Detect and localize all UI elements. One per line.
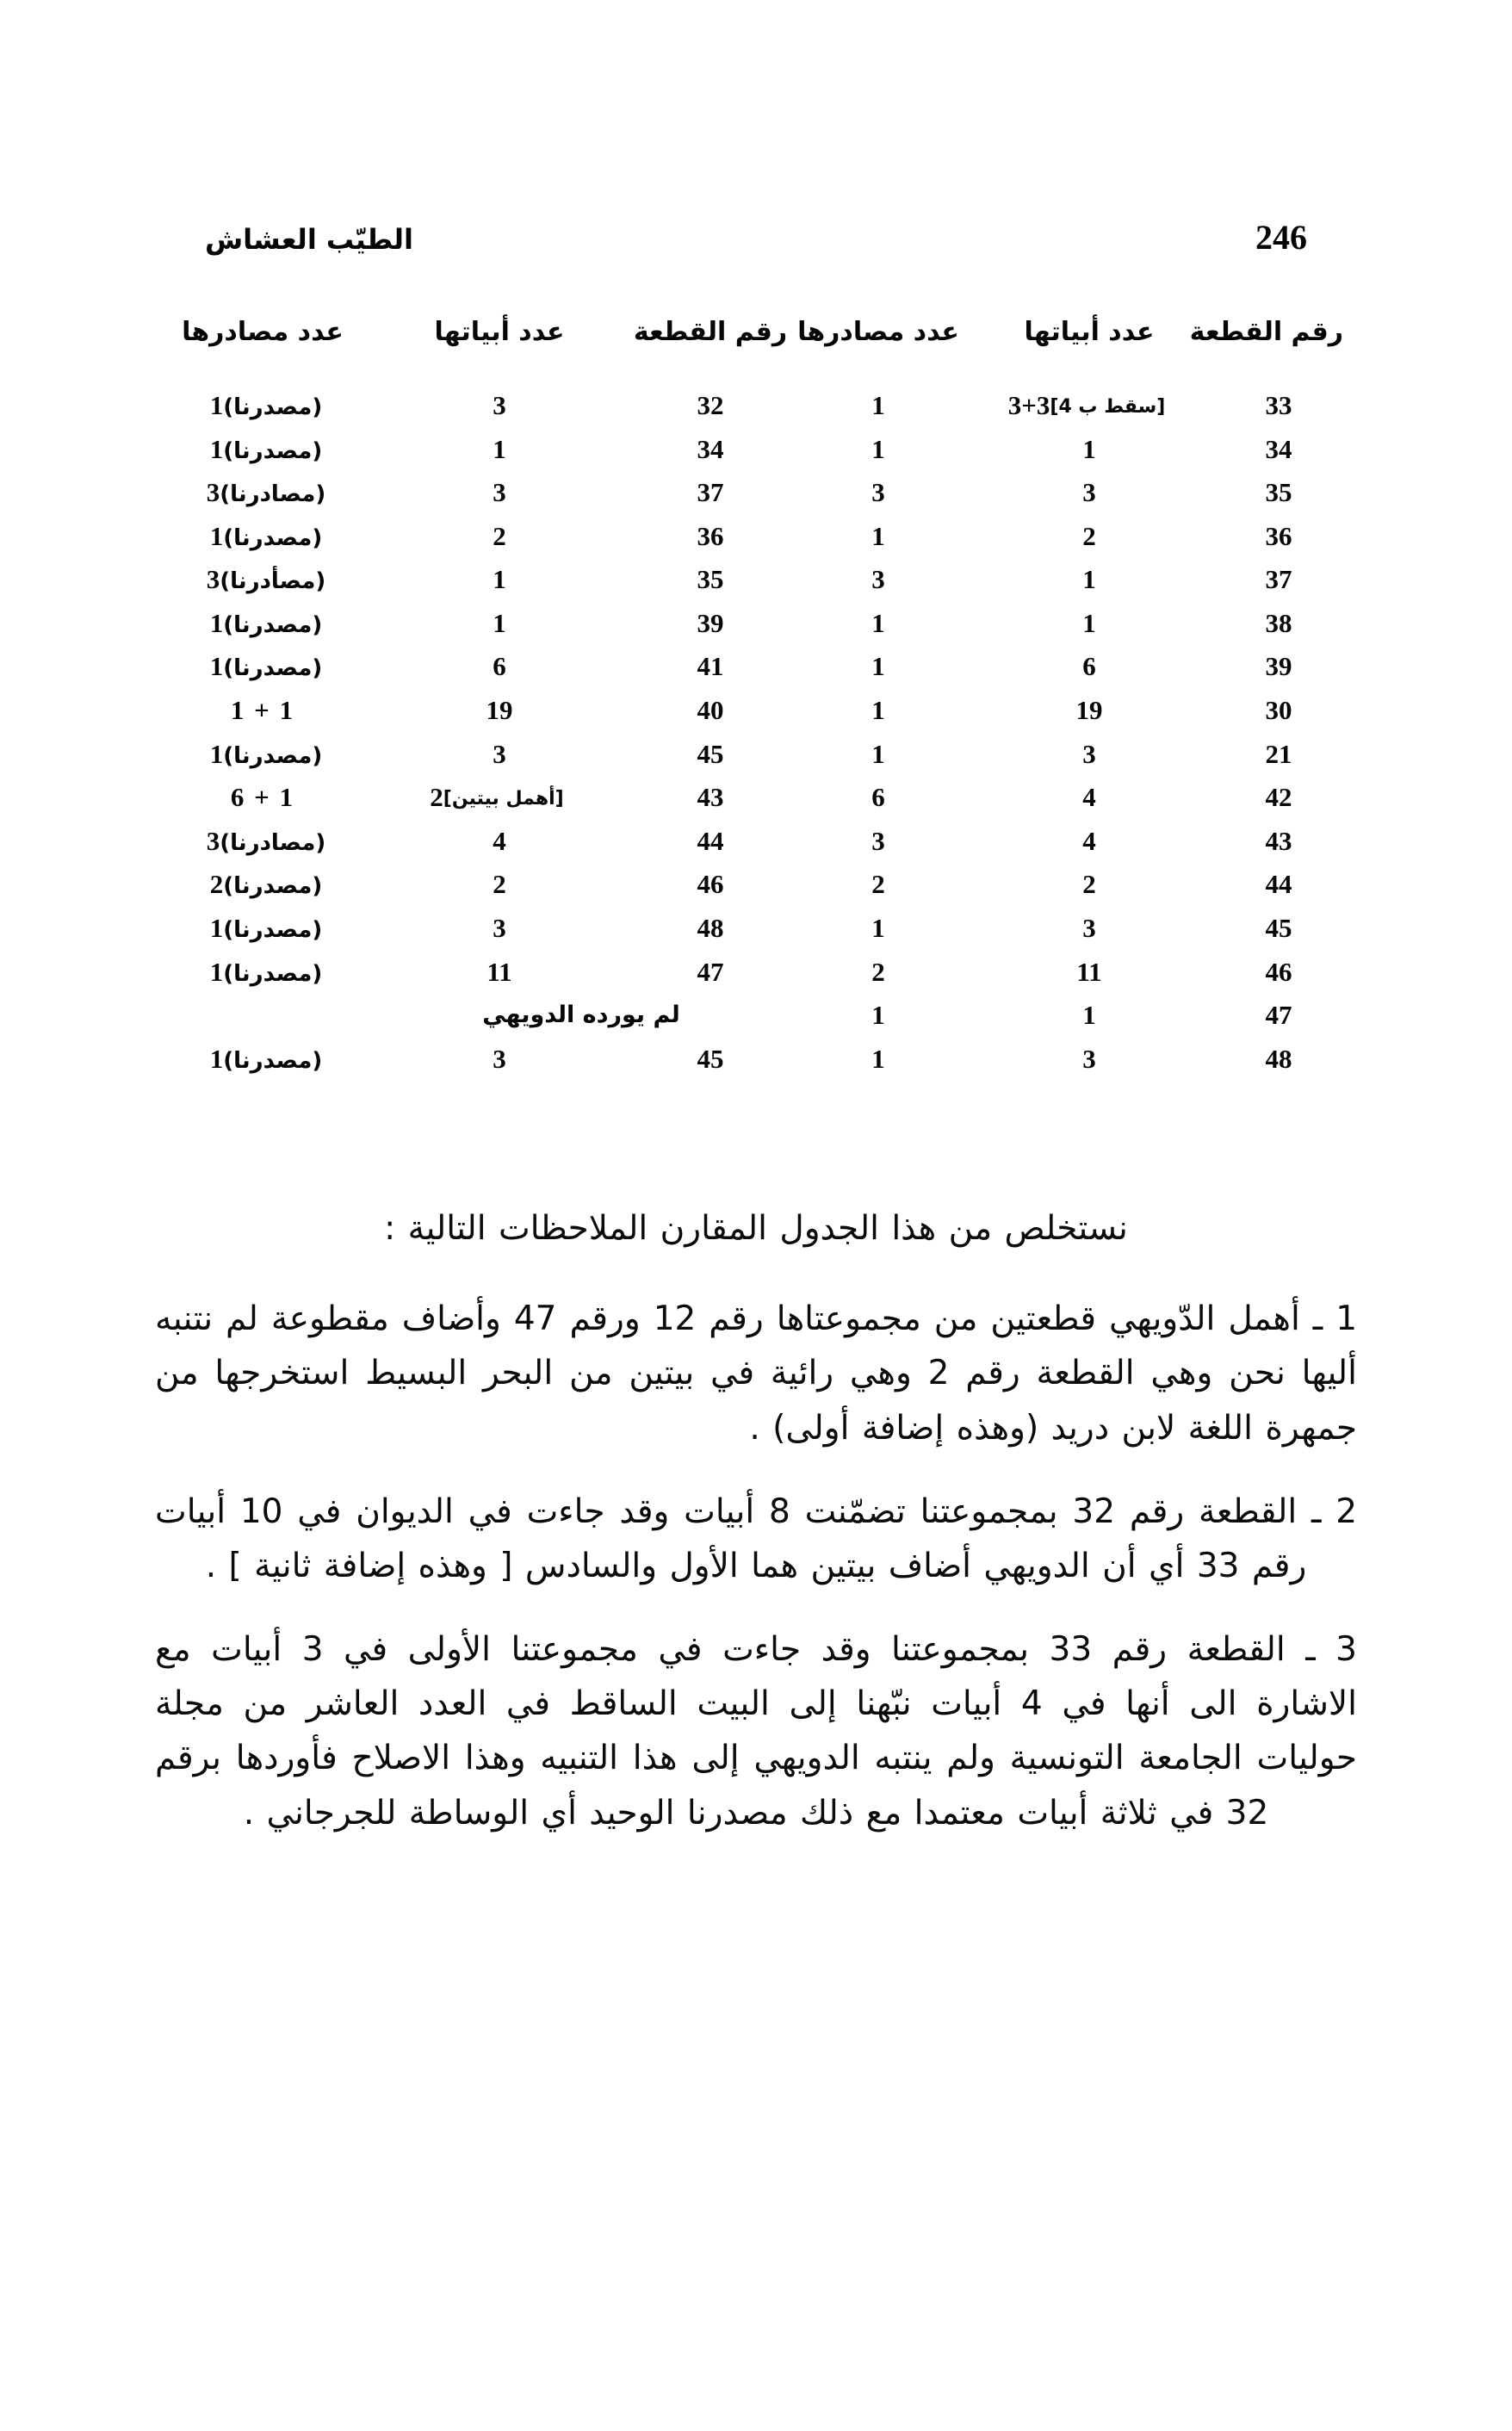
cell-verse-count-b: 19 (486, 695, 513, 726)
observation-1: 1 ـ أهمل الدّويهي قطعتين من مجموعتاها رقم 12 ورقم 47 وأضاف مقطوعة لم نتنبه أليها نحن وهي القطعة رقم 2 وهي رائية في بيتين من البحر البسيط استخرجها من جمهرة اللغة لابن دريد (وهذه إضافة أولى) . (155, 1299, 1358, 1448)
table-row (155, 429, 1343, 473)
cell-source-count-a: 1 (871, 1000, 885, 1031)
cell-verse-count-b: 3 (493, 390, 506, 420)
cell-verse-count-a: 1 (1082, 1000, 1096, 1031)
cell-source-count-a: 2 (871, 869, 885, 900)
cell-piece-number-a: 36 (1265, 520, 1292, 551)
cell-verse-count-b: 3 (493, 912, 506, 943)
table-row (155, 646, 1343, 690)
running-head-author: الطيّب العشاش (205, 223, 414, 256)
cell-source-count-b: (مصدرنا)1 (209, 390, 323, 420)
cell-piece-number-b: 48 (697, 912, 724, 943)
cell-piece-number-b: 45 (697, 738, 724, 769)
column-header-verse-count-a: عدد أبياتها (1024, 317, 1155, 347)
cell-verse-count-a: 2 (1082, 869, 1096, 900)
observation-2: 2 ـ القطعة رقم 32 بمجموعتنا تضمّنت 8 أبيات وقد جاءت في الديوان في 10 أبيات رقم 33 أي أن الدويهي أضاف بيتين هما الأول والسادس [ وهذه إضافة ثانية ] . (155, 1491, 1358, 1585)
cell-piece-number-b: 41 (697, 651, 724, 682)
column-header-verse-count-b: عدد أبياتها (434, 317, 565, 347)
table-row (155, 472, 1343, 516)
table-row (155, 777, 1343, 821)
table-row (155, 734, 1343, 778)
cell-piece-number-b: 45 (697, 1043, 724, 1074)
observation-3: 3 ـ القطعة رقم 33 بمجموعتنا وقد جاءت في مجموعتنا الأولى في 3 أبيات مع الاشارة الى أنها في 4 أبيات نبّهنا إلى البيت الساقط في العدد العاشر من مجلة حوليات الجامعة التونسية ولم ينتبه الدويهي إلى هذا التنبيه وهذا الاصلاح فأوردها برقم 32 في ثلاثة أبيات معتمدا مع ذلك مصدرنا الوحيد أي الوساطة للجرجاني . (155, 1630, 1358, 1833)
cell-piece-number-a: 35 (1265, 477, 1292, 508)
cell-source-count-a: 6 (871, 782, 885, 813)
cell-piece-number-a: 30 (1265, 695, 1292, 726)
table-row (155, 516, 1343, 560)
table-row (155, 603, 1343, 647)
cell-piece-number-a: 33 (1265, 390, 1292, 420)
cell-piece-number-b: 43 (697, 782, 724, 813)
cell-source-count-a: 2 (871, 956, 885, 987)
cell-verse-count-b: 2 (493, 869, 506, 900)
cell-piece-number-a: 39 (1265, 651, 1292, 682)
cell-verse-count-a: 4 (1082, 825, 1096, 856)
cell-verse-count-a: 3 (1082, 912, 1096, 943)
cell-verse-count-a: 3 (1082, 477, 1096, 508)
cell-piece-number-b: 39 (697, 607, 724, 638)
cell-piece-number-a: 43 (1265, 825, 1292, 856)
cell-source-count-a: 1 (871, 695, 885, 726)
cell-verse-count-a: 4 (1082, 782, 1096, 813)
cell-piece-number-b: 34 (697, 433, 724, 464)
cell-verse-count-b: [أهمل بيتين]2 (430, 782, 564, 813)
cell-source-count-b: 1 + 6 (230, 782, 295, 813)
cell-source-count-b: (مصدرنا)1 (209, 607, 323, 638)
cell-verse-count-b: 3 (493, 738, 506, 769)
cell-source-count-b: (مصدرنا)1 (209, 520, 323, 551)
cell-source-count-b: (مصادرنا)3 (206, 477, 326, 508)
cell-source-count-b: (مصأدرنا)3 (206, 564, 326, 595)
cell-piece-number-a: 46 (1265, 956, 1292, 987)
column-header-source-count-b: عدد مصادرها (182, 317, 344, 347)
cell-verse-count-a: 6 (1082, 651, 1096, 682)
cell-source-count-b: (مصادرنا)3 (206, 825, 326, 856)
cell-source-count-a: 1 (871, 390, 885, 420)
cell-piece-number-a: 44 (1265, 869, 1292, 900)
page-number: 246 (1255, 218, 1307, 257)
cell-verse-count-a: 1 (1082, 433, 1096, 464)
cell-verse-count-b: 3 (493, 1043, 506, 1074)
cell-verse-count-a: 2 (1082, 520, 1096, 551)
cell-verse-count-b: 1 (493, 433, 506, 464)
cell-piece-number-a: 47 (1265, 1000, 1292, 1031)
cell-piece-number-a: 45 (1265, 912, 1292, 943)
cell-source-count-a: 1 (871, 433, 885, 464)
table-row (155, 821, 1343, 865)
cell-verse-count-b: 6 (493, 651, 506, 682)
cell-piece-number-b-note: لم يورده الدويهي (482, 1002, 680, 1029)
table-row (155, 952, 1343, 995)
cell-source-count-a: 1 (871, 912, 885, 943)
cell-source-count-a: 3 (871, 825, 885, 856)
cell-source-count-a: 3 (871, 477, 885, 508)
cell-piece-number-b: 44 (697, 825, 724, 856)
table-header-row (155, 317, 1343, 385)
cell-verse-count-b: 4 (493, 825, 506, 856)
cell-verse-count-a: 1 (1082, 607, 1096, 638)
table-row (155, 995, 1343, 1039)
commentary-section (155, 1201, 1357, 1870)
cell-piece-number-b: 32 (697, 390, 724, 420)
column-header-source-count-a: عدد مصادرها (797, 317, 959, 347)
cell-verse-count-a: 1 (1082, 564, 1096, 595)
cell-source-count-a: 3 (871, 564, 885, 595)
cell-source-count-a: 1 (871, 651, 885, 682)
cell-piece-number-b: 40 (697, 695, 724, 726)
table-row (155, 559, 1343, 603)
cell-source-count-a: 1 (871, 607, 885, 638)
table-row (155, 908, 1343, 952)
cell-piece-number-b: 36 (697, 520, 724, 551)
cell-piece-number-b: 35 (697, 564, 724, 595)
cell-source-count-b: 1 + 1 (230, 695, 295, 726)
column-header-piece-number-a: رقم القطعة (1189, 317, 1343, 347)
table-row (155, 690, 1343, 734)
cell-verse-count-b: 1 (493, 564, 506, 595)
table-row (155, 1039, 1343, 1082)
cell-verse-count-a: 3 (1082, 738, 1096, 769)
cell-source-count-b: (مصدرنا)1 (209, 956, 323, 987)
table-row (155, 864, 1343, 908)
comparative-table (155, 317, 1343, 1082)
cell-source-count-b: (مصدرنا)1 (209, 433, 323, 464)
cell-verse-count-a: 3 (1082, 1043, 1096, 1074)
cell-verse-count-b: 1 (493, 607, 506, 638)
cell-source-count-a: 1 (871, 738, 885, 769)
cell-source-count-b: (مصدرنا)1 (209, 738, 323, 769)
cell-piece-number-b: 47 (697, 956, 724, 987)
running-head (205, 217, 1307, 269)
cell-source-count-b: (مصدرنا)1 (209, 912, 323, 943)
cell-piece-number-a: 42 (1265, 782, 1292, 813)
cell-source-count-b: (مصدرنا)2 (209, 869, 323, 900)
cell-source-count-a: 1 (871, 520, 885, 551)
cell-piece-number-a: 37 (1265, 564, 1292, 595)
table-row (155, 385, 1343, 429)
cell-piece-number-a: 21 (1265, 738, 1292, 769)
cell-source-count-b: (مصدرنا)1 (209, 651, 323, 682)
cell-piece-number-a: 48 (1265, 1043, 1292, 1074)
cell-source-count-b: (مصدرنا)1 (209, 1043, 323, 1074)
cell-verse-count-a: 19 (1075, 695, 1103, 726)
cell-verse-count-a: 11 (1076, 956, 1102, 987)
cell-verse-count-b: 11 (486, 956, 512, 987)
cell-piece-number-a: 38 (1265, 607, 1292, 638)
cell-verse-count-a: [سقط ب 4]3+3 (1007, 390, 1166, 420)
cell-piece-number-b: 37 (697, 477, 724, 508)
cell-piece-number-a: 34 (1265, 433, 1292, 464)
cell-source-count-a: 1 (871, 1043, 885, 1074)
cell-verse-count-b: 3 (493, 477, 506, 508)
cell-verse-count-b: 2 (493, 520, 506, 551)
table-body (155, 385, 1343, 1082)
cell-piece-number-b: 46 (697, 869, 724, 900)
column-header-piece-number-b: رقم القطعة (633, 317, 788, 347)
intro-sentence: نستخلص من هذا الجدول المقارن الملاحظات التالية : (384, 1209, 1128, 1248)
